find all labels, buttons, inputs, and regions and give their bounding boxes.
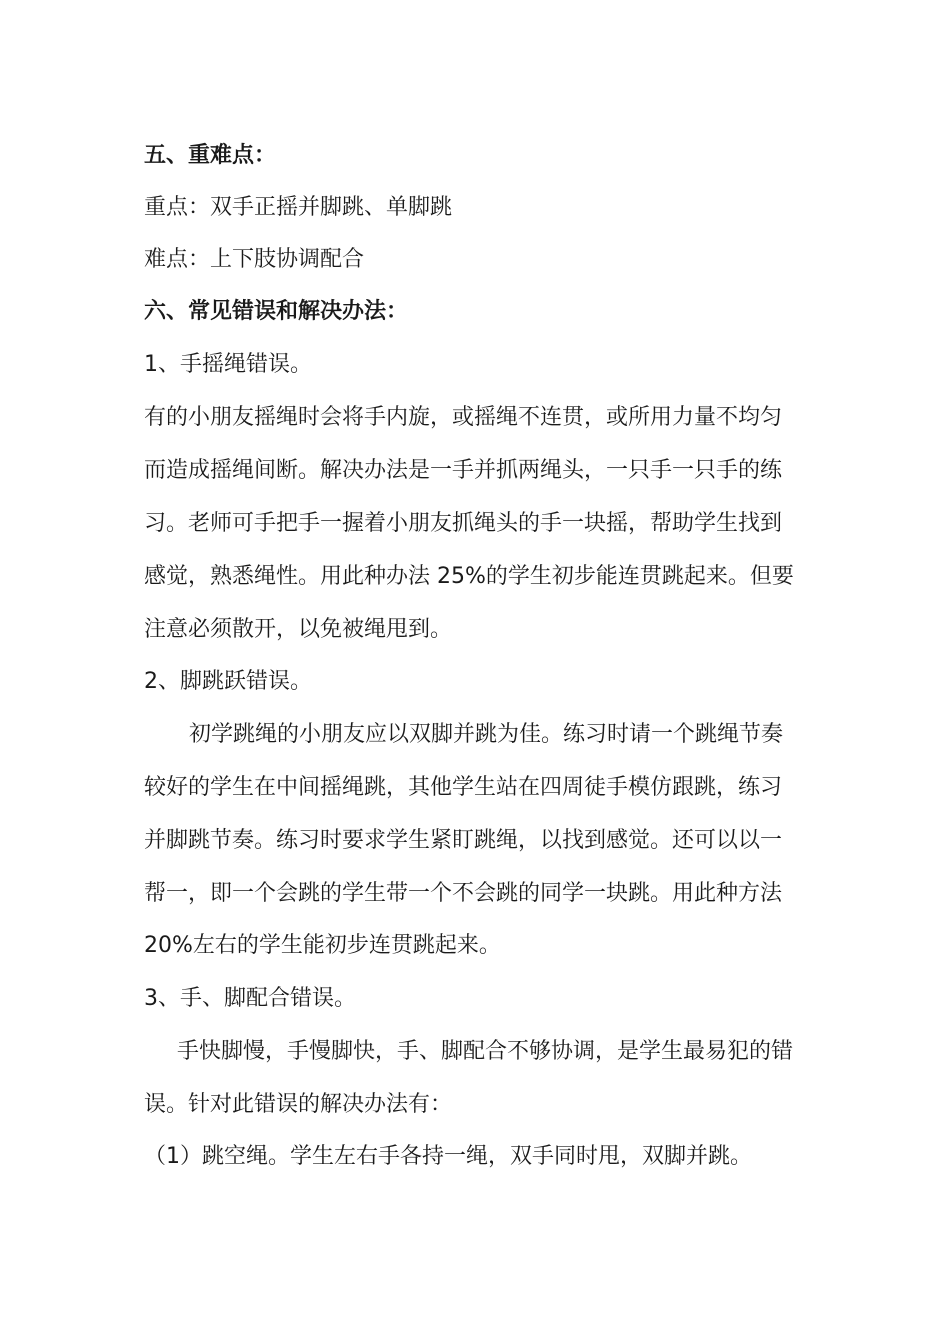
item-1-paragraph-line: 注意必须散开，以免被绳甩到。 xyxy=(144,617,453,642)
item-2-paragraph-line: 并脚跳节奏。练习时要求学生紧盯跳绳，以找到感觉。还可以以一 xyxy=(144,828,783,853)
item-3-paragraph-line: （1）跳空绳。学生左右手各持一绳，双手同时甩，双脚并跳。 xyxy=(144,1144,752,1169)
item-3-paragraph-line: 手快脚慢，手慢脚快，手、脚配合不够协调，是学生最易犯的错 xyxy=(177,1039,794,1064)
item-1-paragraph-line: 而造成摇绳间断。解决办法是一手并抓两绳头，一只手一只手的练 xyxy=(144,458,783,483)
item-1-paragraph-line: 有的小朋友摇绳时会将手内旋，或摇绳不连贯，或所用力量不均匀 xyxy=(144,405,783,430)
item-2-paragraph-line: 20%左右的学生能初步连贯跳起来。 xyxy=(144,933,501,958)
item-1-paragraph-line: 习。老师可手把手一握着小朋友抓绳头的手一块摇，帮助学生找到 xyxy=(144,511,783,536)
item-1-paragraph-line: 感觉，熟悉绳性。用此种办法 25%的学生初步能连贯跳起来。但要 xyxy=(144,564,794,589)
section-6-heading: 六、常见错误和解决办法： xyxy=(144,299,409,324)
item-2-paragraph-line: 初学跳绳的小朋友应以双脚并跳为佳。练习时请一个跳绳节奏 xyxy=(189,722,784,747)
item-2-title: 2、脚跳跃错误。 xyxy=(144,669,312,694)
item-1-title: 1、手摇绳错误。 xyxy=(144,352,312,377)
section-5-heading: 五、重难点： xyxy=(144,143,277,168)
item-2-paragraph-line: 较好的学生在中间摇绳跳，其他学生站在四周徒手模仿跟跳，练习 xyxy=(144,775,783,800)
difficulty-text: 难点：上下肢协调配合 xyxy=(144,247,365,272)
key-point-text: 重点：双手正摇并脚跳、单脚跳 xyxy=(144,195,453,220)
item-3-title: 3、手、脚配合错误。 xyxy=(144,986,356,1011)
item-3-paragraph-line: 误。针对此错误的解决办法有： xyxy=(144,1092,453,1117)
item-2-paragraph-line: 帮一，即一个会跳的学生带一个不会跳的同学一块跳。用此种方法 xyxy=(144,881,783,906)
